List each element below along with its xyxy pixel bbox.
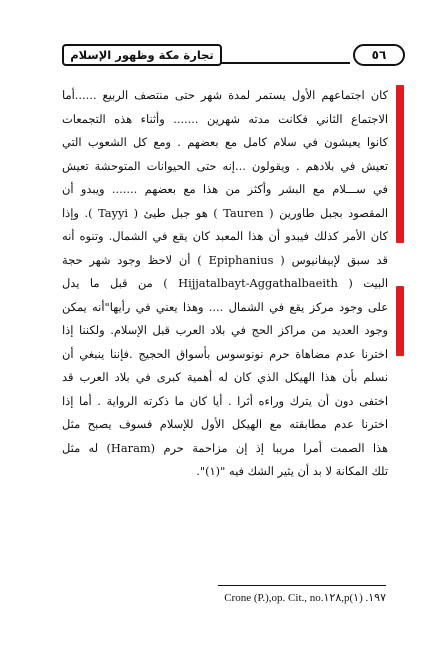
text-line: قد سبق لإبيفانيوس ( Epiphanius ) أن لاحظ وجود شهر حجة: [62, 252, 388, 267]
footnote: Crone (P.),op. Cit., no.١٢٨,p١٩٧. (١): [224, 592, 386, 604]
text-line-last: تلك المكانة لا بد أن يثير الشك فيه "(١)".: [196, 464, 388, 478]
text-line: وجود العديد من مراكز الحج في بلاد العرب قبل الإسلام. ولكننا إذا: [62, 323, 388, 337]
page-number: ٥٦: [353, 44, 405, 66]
text-line: هذا الصمت أمرا مريبا إذ إن مزاحمة حرم (Haram) له مثل: [62, 440, 388, 455]
highlight-bar-top: [396, 85, 404, 243]
text-line: اختفى دون أن يترك وراءه أثرا . أيا كان ما ذكرته الرواية . أما إذا: [62, 393, 388, 408]
page-header: [62, 44, 405, 68]
text-line: كانوا يعيشون في سلام كامل مع بعضهم . ومع كل الشعوب التي: [62, 135, 388, 149]
text-line: تعيش في بلادهم . ويقولون ...إنه حتى الحيوانات المتوحشة تعيش: [62, 158, 388, 173]
header-rule: [220, 62, 350, 64]
text-line: البيت ( Hijjatalbayt-Aggathalbaeith ) من قبل ما يدل: [62, 276, 388, 290]
running-title: تجارة مكة وظهور الإسلام: [62, 44, 222, 66]
footnote-separator: [218, 585, 386, 586]
text-line: في ســـلام مع البشر وأكثر من هذا مع بعضهم ....... ويبدو أن: [62, 182, 388, 196]
text-line: اخترنا عدم مضاهاة حرم نونوسوس بأسواق الحجيج .فإننا ينبغي أن: [62, 346, 388, 361]
body-text: [62, 84, 388, 484]
highlight-bar-middle: [396, 286, 404, 356]
text-line: المقصود بجبل طاورين ( Tauren ) هو جبل طيئ ( Tayyi ). وإذا: [62, 205, 388, 220]
text-line: اخترنا عدم مطابقته مع الهيكل الأول للإسلام فسوف يصبح مثل: [62, 417, 388, 431]
text-line: كان الأمر كذلك فيبدو أن هذا المعبد كان يقع في الشمال. وتنوه أنه: [62, 229, 388, 243]
text-line: الاجتماع الثاني فكانت مدته شهرين ....... وأثناء هذه التجمعات: [62, 111, 388, 126]
text-line: نسلم بأن هذا الهيكل الذي كان له أهمية كبرى في بلاد العرب قد: [62, 370, 388, 384]
text-line: على وجود مركز يقع في الشمال .... وهذا يعني في رأيها"أنه يمكن: [62, 299, 388, 314]
text-line: كان اجتماعهم الأول يستمر لمدة شهر حتى منتصف الربيع ......أما: [62, 88, 388, 102]
